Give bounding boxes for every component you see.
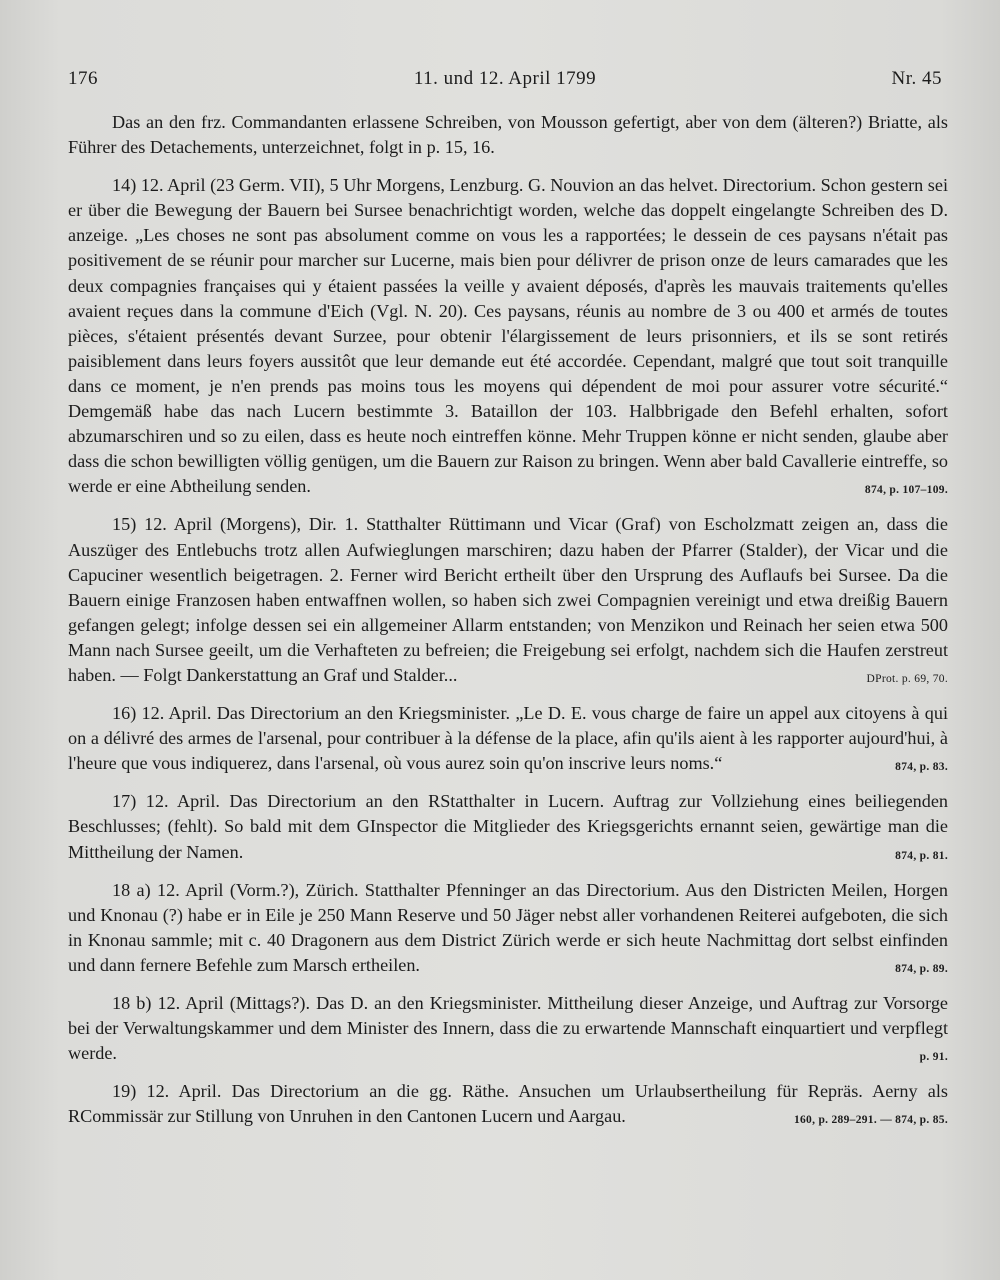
paragraph-text: 15) 12. April (Morgens), Dir. 1. Statthalter Rüttimann und Vicar (Graf) von Escholzmatt zeigen an, dass die Auszüger des Entlebuchs trotz allen Aufwieglungen marschiren; dazu haben der Pfarrer (Stalder), der Vicar und die Capuciner wesentlich beigetragen. 2. Ferner wird Bericht ertheilt über den Ursprung des Auflaufs bei Sursee. Da die Bauern einige Franzosen haben entwaffnen wollen, so haben sich zwei Compagnien vereinigt und etwa dreißig Bauern gefangen gelegt; infolge dessen sei ein allgemeiner Allarm entstanden; von Menzikon und Reinach her seien etwa 500 Mann nach Sursee geeilt, um die Verhafteten zu befreien; die Freigebung sei erfolgt, nachdem sich die Haufen zerstreut haben. — Folgt Dankerstattung an Graf und Stalder... <box>68 514 948 685</box>
paragraph-entry-16 <box>68 701 948 776</box>
paragraph-entry-15 <box>68 512 948 688</box>
source-reference: DProt. p. 69, 70. <box>866 672 948 685</box>
source-reference: 874, p. 89. <box>895 962 948 975</box>
paragraph-entry-18a <box>68 878 948 978</box>
paragraph-text: 17) 12. April. Das Directorium an den RStatthalter in Lucern. Auftrag zur Vollziehung eines beiliegenden Beschlusses; (fehlt). So bald mit dem GInspector die Mitglieder des Kriegsgerichts ernannt seien, gewärtige man die Mittheilung der Namen. <box>68 791 948 862</box>
source-reference: 874, p. 81. <box>895 849 948 862</box>
paragraph-text: 18 b) 12. April (Mittags?). Das D. an den Kriegsminister. Mittheilung dieser Anzeige, und Auftrag zur Vorsorge bei der Verwaltungskammer und dem Minister des Innern, dass die zu erwartende Mannschaft einquartiert und verpflegt werde. <box>68 993 948 1064</box>
source-reference: 874, p. 107–109. <box>864 484 948 497</box>
running-header <box>68 68 942 96</box>
document-number: Nr. 45 <box>891 68 942 89</box>
paragraph-text: 16) 12. April. Das Directorium an den Kriegsminister. „Le D. E. vous charge de faire un appel aux citoyens à qui on a délivré des armes de l'arsenal, pour contribuer à la défense de la place, afin qu'ils aient à les rapporter aujourd'hui, à l'heure que vous indiquerez, dans l'arsenal, où vous aurez soin qu'on inscrive leurs noms.“ <box>68 703 948 774</box>
source-reference: p. 91. <box>919 1051 948 1064</box>
document-body <box>68 110 948 1142</box>
paragraph-entry-17 <box>68 789 948 864</box>
paragraph-text: 18 a) 12. April (Vorm.?), Zürich. Statthalter Pfenninger an das Directorium. Aus den Districten Meilen, Horgen und Knonau (?) habe er in Eile je 250 Mann Reserve und 50 Jäger nebst aller vorhandenen Reiterei aufgeboten, die sich in Knonau sammle; mit c. 40 Dragonern aus dem District Zürich werde er sich heute Nachmittag dort selbst einfinden und dann fernere Befehle zum Marsch ertheilen. <box>68 879 948 975</box>
paragraph-entry-19 <box>68 1079 948 1129</box>
paragraph-text: 19) 12. April. Das Directorium an die gg. Räthe. Ansuchen um Urlaubsertheilung für Repräs. Aerny als RCommissär zur Stillung von Unruhen in den Cantonen Lucern und Aargau. <box>68 1081 948 1127</box>
source-reference: 874, p. 83. <box>895 761 948 774</box>
source-reference: 160, p. 289–291. — 874, p. 85. <box>793 1114 948 1127</box>
paragraph-text: Das an den frz. Commandanten erlassene Schreiben, von Mousson gefertigt, aber von dem (älteren?) Briatte, als Führer des Detachements, unterzeichnet, folgt in p. 15, 16. <box>68 112 948 158</box>
paragraph-text: 14) 12. April (23 Germ. VII), 5 Uhr Morgens, Lenzburg. G. Nouvion an das helvet. Directorium. Schon gestern sei er über die Bewegung der Bauern bei Sursee benachrichtigt worden, welche das doppelt eingelangte Schreiben des D. anzeige. „Les choses ne sont pas absolument comme on vous les a rapportées; le dessein de ces paysans n'était pas positivement de se réunir pour marcher sur Lucerne, mais bien pour délivrer de prison onze de leurs camarades que les deux compagnies françaises qui y étaient passées la veille y avaient déposés, d'après les mauvais traitements qu'elles avaient reçues dans la commune d'Eich (Vgl. N. 20). Ces paysans, réunis au nombre de 3 ou 400 et armés de toutes pièces, s'étaient présentés devant Surzee, pour obtenir l'élargissement de leurs prisonniers, et ils se sont retirés paisiblement dans leurs foyers aussitôt que leur demande eut été accordée. Cependant, malgré que tout soit tranquille dans ce moment, je n'en prends pas moins tous les moyens qui dépendent de moi pour assurer votre sécurité.“ Demgemäß habe das nach Lucern bestimmte 3. Bataillon der 103. Halbbrigade den Befehl erhalten, sofort abzumarschiren und so zu eilen, dass es heute noch eintreffen könne. Mehr Truppen könne er nicht senden, glaube aber dass die schon bewilligten völlig genügen, um die Bauern zur Raison zu bringen. Wenn aber bald Cavallerie eintreffe, so werde er eine Abtheilung senden. <box>68 175 948 497</box>
paragraph-entry-14 <box>68 173 948 499</box>
paragraph-intro <box>68 110 948 160</box>
page-number: 176 <box>68 68 98 89</box>
paragraph-entry-18b <box>68 991 948 1066</box>
header-date: 11. und 12. April 1799 <box>413 68 597 89</box>
